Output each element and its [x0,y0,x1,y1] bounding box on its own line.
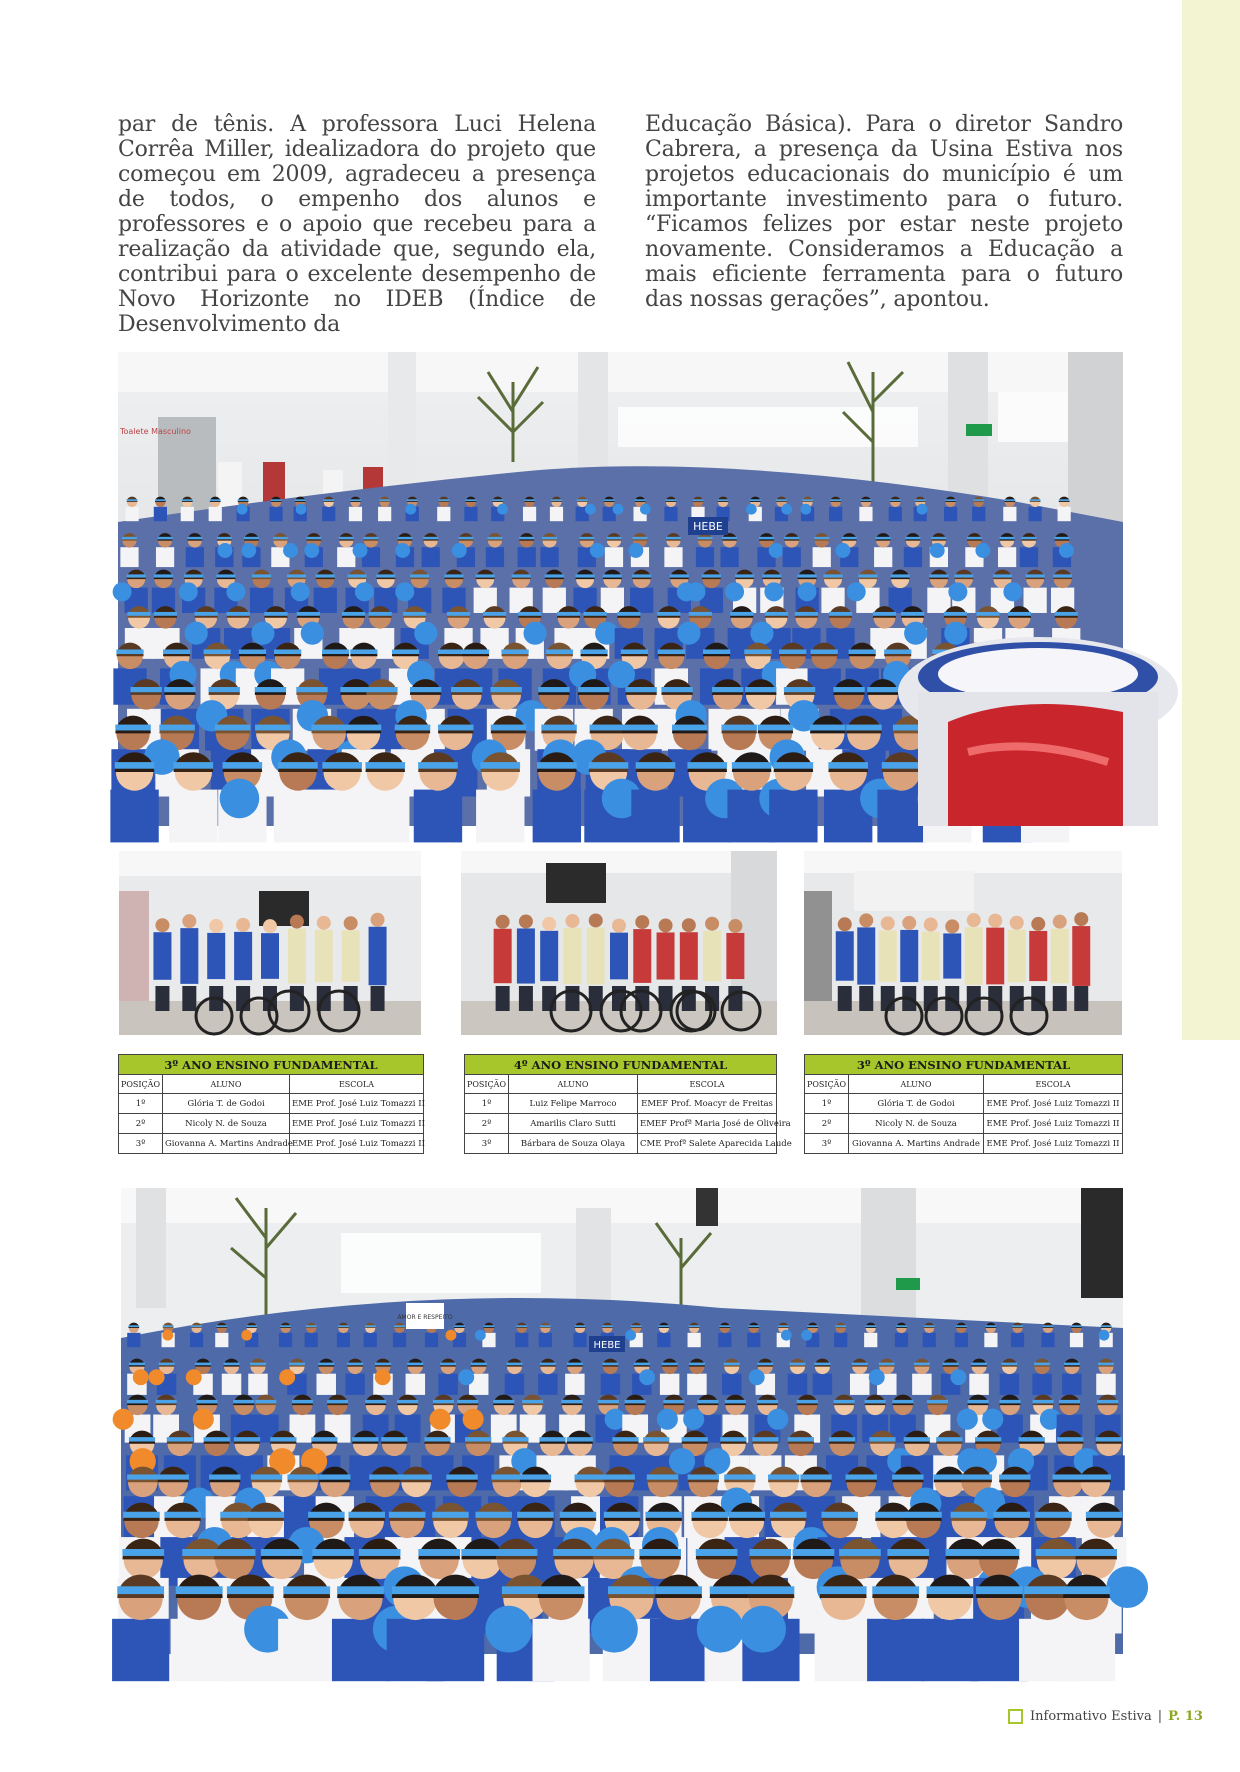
position-cell: 3º [119,1134,163,1154]
school-cell: EMEF Profª Maria José de Oliveira [638,1114,777,1134]
header-school: ESCOLA [638,1075,777,1094]
footer-separator: | [1157,1708,1163,1724]
school-cell: EME Prof. José Luiz Tomazzi II [984,1094,1123,1114]
school-cell: EME Prof. José Luiz Tomazzi II [984,1134,1123,1154]
position-cell: 1º [805,1094,849,1114]
table-row [805,1094,1123,1114]
header-school: ESCOLA [984,1075,1123,1094]
position-cell: 1º [465,1094,509,1114]
results-table-1 [118,1054,424,1154]
table-row [465,1094,777,1114]
student-cell: Nicoly N. de Souza [849,1114,984,1134]
header-position: POSIÇÃO [465,1075,509,1094]
position-cell: 1º [119,1094,163,1114]
results-table-2 [464,1054,792,1154]
restroom-sign: Toalete Masculino [120,427,191,436]
header-school: ESCOLA [290,1075,424,1094]
square-icon [1008,1709,1023,1724]
table-title: 4º ANO ENSINO FUNDAMENTAL [465,1055,777,1075]
header-student: ALUNO [849,1075,984,1094]
award-photo-3 [804,851,1122,1035]
table-row [465,1134,777,1154]
award-photo-2 [461,851,777,1035]
table-row [119,1094,424,1114]
position-cell: 2º [805,1114,849,1134]
publication-name: Informativo Estiva [1030,1708,1152,1724]
header-position: POSIÇÃO [805,1075,849,1094]
banner-sign: AMOR E RESPEITO [397,1314,453,1321]
school-cell: EME Prof. José Luiz Tomazzi II [984,1114,1123,1134]
student-cell: Glória T. de Godoi [163,1094,290,1114]
school-cell: EME Prof. José Luiz Tomazzi II [290,1114,424,1134]
school-cell: EME Prof. José Luiz Tomazzi II [290,1094,424,1114]
results-table-3 [804,1054,1123,1154]
school-cell: EMEF Prof. Moacyr de Freitas [638,1094,777,1114]
article-column-right: Educação Básica). Para o diretor Sandro Cabrera, a presença da Usina Estiva nos projetos educacionais do município é um importante investimento para o futuro. “Ficamos felizes por estar neste projeto novamente. Consideramos a Educação a mais eficiente ferramenta para o futuro das nossas gerações”, apontou. [645,112,1123,312]
page-number: P. 13 [1168,1708,1203,1724]
crowd-sign-2: HEBE [593,1340,621,1351]
table-row [805,1134,1123,1154]
event-photo-crowd-1 [118,352,1123,826]
student-cell: Giovanna A. Martins Andrade [849,1134,984,1154]
event-photo-crowd-2 [121,1188,1123,1654]
student-cell: Nicoly N. de Souza [163,1114,290,1134]
student-cell: Bárbara de Souza Olaya [509,1134,638,1154]
crowd-sign: HEBE [693,520,723,533]
position-cell: 2º [119,1114,163,1134]
table-row [119,1134,424,1154]
table-title: 3º ANO ENSINO FUNDAMENTAL [119,1055,424,1075]
table-row [119,1114,424,1134]
side-accent-bar [1182,0,1240,1040]
school-cell: CME Profª Salete Aparecida Laude [638,1134,777,1154]
table-title: 3º ANO ENSINO FUNDAMENTAL [805,1055,1123,1075]
student-cell: Glória T. de Godoi [849,1094,984,1114]
header-student: ALUNO [163,1075,290,1094]
article-text [118,112,1123,337]
student-cell: Amarilis Claro Sutti [509,1114,638,1134]
position-cell: 2º [465,1114,509,1134]
student-cell: Luiz Felipe Marroco [509,1094,638,1114]
page-footer [1008,1706,1203,1726]
header-student: ALUNO [509,1075,638,1094]
article-column-left: par de tênis. A professora Luci Helena Corrêa Miller, idealizadora do projeto que começou em 2009, agradeceu a presença de todos, o empenho dos alunos e professores e o apoio que recebeu para a realização da atividade que, segundo ela, contribui para o excelente desempenho de Novo Horizonte no IDEB (Índice de Desenvolvimento da [118,112,596,337]
position-cell: 3º [805,1134,849,1154]
table-row [805,1114,1123,1134]
table-row [465,1114,777,1134]
award-photo-1 [119,851,421,1035]
school-cell: EME Prof. José Luiz Tomazzi II [290,1134,424,1154]
student-cell: Giovanna A. Martins Andrade [163,1134,290,1154]
position-cell: 3º [465,1134,509,1154]
header-position: POSIÇÃO [119,1075,163,1094]
